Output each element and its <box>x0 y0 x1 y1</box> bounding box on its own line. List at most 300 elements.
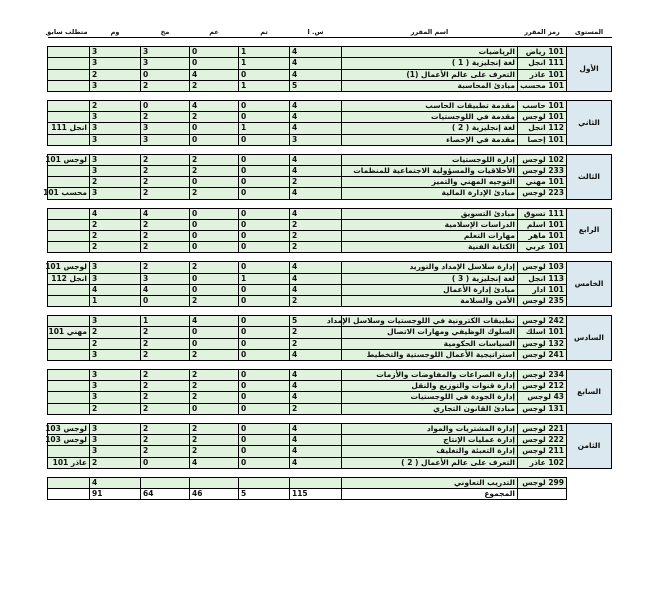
spacer-row <box>48 92 612 101</box>
course-sl: 2 <box>290 296 342 307</box>
course-wm: 3 <box>90 80 141 91</box>
course-am: 4 <box>190 316 239 327</box>
course-tm: 1 <box>239 47 290 58</box>
course-name: لغة إنجليزية ( 2 ) <box>342 123 518 134</box>
course-row <box>48 47 612 58</box>
course-mh: 2 <box>141 392 190 403</box>
course-mh: 3 <box>141 47 190 58</box>
course-row <box>48 435 612 446</box>
course-prereq <box>48 446 90 457</box>
course-sl: 4 <box>290 435 342 446</box>
course-tm: 0 <box>239 392 290 403</box>
course-code: 111 انجل <box>518 58 567 69</box>
course-code: 113 انجل <box>518 273 567 284</box>
spacer-row <box>48 145 612 154</box>
course-code: 101 ماهر <box>518 231 567 242</box>
course-name: مبادئ القانون التجاري <box>342 403 518 414</box>
course-row <box>48 123 612 134</box>
course-mh: 2 <box>141 80 190 91</box>
course-code: 234 لوجس <box>518 370 567 381</box>
course-sl: 4 <box>290 381 342 392</box>
course-name: السلوك الوظيفي ومهارات الاتصال <box>342 327 518 338</box>
totals-level-blank <box>567 488 612 499</box>
course-sl: 2 <box>290 403 342 414</box>
header-code: رمز المقرر <box>518 27 567 38</box>
course-tm: 0 <box>239 154 290 165</box>
course-code: 211 لوجس <box>518 446 567 457</box>
course-sl: 4 <box>290 101 342 112</box>
course-prereq <box>48 403 90 414</box>
course-code: 101 اسلك <box>518 327 567 338</box>
course-row <box>48 457 612 468</box>
course-sl: 4 <box>290 457 342 468</box>
course-wm: 3 <box>90 58 141 69</box>
course-mh: 1 <box>141 316 190 327</box>
course-am: 2 <box>190 296 239 307</box>
course-wm: 3 <box>90 47 141 58</box>
course-am: 2 <box>190 423 239 434</box>
course-name: مبادئ المحاسبة <box>342 80 518 91</box>
course-am: 2 <box>190 262 239 273</box>
course-tm: 0 <box>239 262 290 273</box>
course-name: التعرف على عالم الأعمال ( 2 ) <box>342 457 518 468</box>
course-wm: 1 <box>90 296 141 307</box>
course-prereq <box>48 58 90 69</box>
course-row <box>48 231 612 242</box>
course-row <box>48 80 612 91</box>
course-code: 101 محسب <box>518 80 567 91</box>
coop-name: التدريب التعاوني <box>342 477 518 488</box>
course-sl: 4 <box>290 423 342 434</box>
course-wm: 3 <box>90 154 141 165</box>
spacer <box>48 38 612 47</box>
course-row <box>48 112 612 123</box>
course-am: 0 <box>190 338 239 349</box>
spacer <box>48 145 612 154</box>
course-wm: 2 <box>90 69 141 80</box>
course-code: 101 اسلم <box>518 219 567 230</box>
course-wm: 3 <box>90 134 141 145</box>
course-wm: 2 <box>90 101 141 112</box>
course-row <box>48 423 612 434</box>
course-sl: 4 <box>290 123 342 134</box>
course-name: إدارة الجودة في اللوجستيات <box>342 392 518 403</box>
course-prereq: لوجس 103 <box>48 435 90 446</box>
course-name: السياسات الحكومية <box>342 338 518 349</box>
coop-tm <box>239 477 290 488</box>
course-wm: 2 <box>90 219 141 230</box>
course-name: إدارة سلاسل الإمداد والتوريد <box>342 262 518 273</box>
course-prereq <box>48 316 90 327</box>
course-wm: 3 <box>90 435 141 446</box>
course-mh: 2 <box>141 349 190 360</box>
course-wm: 3 <box>90 446 141 457</box>
spacer <box>48 253 612 262</box>
course-name: الأخلاقيات والمسؤولية الاجتماعية للمنظمات <box>342 166 518 177</box>
course-am: 2 <box>190 392 239 403</box>
course-prereq <box>48 80 90 91</box>
course-sl: 4 <box>290 208 342 219</box>
course-row <box>48 446 612 457</box>
course-name: الرياضيات <box>342 47 518 58</box>
course-row <box>48 284 612 295</box>
course-code: 101 ادار <box>518 284 567 295</box>
course-wm: 4 <box>90 208 141 219</box>
course-am: 0 <box>190 273 239 284</box>
header-tm: تم <box>239 27 290 38</box>
course-am: 2 <box>190 349 239 360</box>
course-row <box>48 262 612 273</box>
spacer-row <box>48 361 612 370</box>
course-mh: 2 <box>141 370 190 381</box>
course-am: 2 <box>190 112 239 123</box>
spacer <box>48 92 612 101</box>
course-row <box>48 242 612 253</box>
course-tm: 0 <box>239 349 290 360</box>
course-mh: 2 <box>141 242 190 253</box>
course-sl: 4 <box>290 262 342 273</box>
course-prereq <box>48 381 90 392</box>
course-mh: 0 <box>141 296 190 307</box>
course-tm: 0 <box>239 370 290 381</box>
course-wm: 2 <box>90 403 141 414</box>
spacer-row <box>48 307 612 316</box>
course-name: الكتابة الفنية <box>342 242 518 253</box>
course-wm: 3 <box>90 316 141 327</box>
course-prereq <box>48 47 90 58</box>
course-prereq <box>48 349 90 360</box>
course-mh: 2 <box>141 423 190 434</box>
level-name: السابع <box>567 370 612 415</box>
course-am: 2 <box>190 166 239 177</box>
header-name: اسم المقرر <box>342 27 518 38</box>
coop-code: 299 لوجس <box>518 477 567 488</box>
totals-code-blank <box>518 488 567 499</box>
course-tm: 0 <box>239 112 290 123</box>
course-am: 0 <box>190 403 239 414</box>
level-name: الرابع <box>567 208 612 253</box>
course-am: 2 <box>190 370 239 381</box>
course-am: 2 <box>190 80 239 91</box>
total-wm: 91 <box>90 488 141 499</box>
course-sl: 4 <box>290 69 342 80</box>
course-sl: 2 <box>290 327 342 338</box>
totals-row <box>48 488 612 499</box>
course-row <box>48 338 612 349</box>
course-name: إدارة عمليات الإنتاج <box>342 435 518 446</box>
course-wm: 2 <box>90 231 141 242</box>
course-code: 101 عاذر <box>518 69 567 80</box>
course-mh: 2 <box>141 446 190 457</box>
course-mh: 2 <box>141 327 190 338</box>
coop-mh <box>141 477 190 488</box>
course-tm: 0 <box>239 219 290 230</box>
course-row <box>48 219 612 230</box>
course-sl: 4 <box>290 370 342 381</box>
course-sl: 5 <box>290 80 342 91</box>
course-prereq <box>48 69 90 80</box>
course-code: 101 لوجس <box>518 112 567 123</box>
course-sl: 3 <box>290 134 342 145</box>
course-mh: 3 <box>141 134 190 145</box>
course-tm: 0 <box>239 435 290 446</box>
spacer-row <box>48 414 612 423</box>
study-plan-table <box>43 27 612 500</box>
course-am: 4 <box>190 457 239 468</box>
course-mh: 0 <box>141 101 190 112</box>
course-mh: 3 <box>141 58 190 69</box>
level-name: الثاني <box>567 101 612 146</box>
coop-am <box>190 477 239 488</box>
course-row <box>48 58 612 69</box>
spacer <box>48 307 612 316</box>
course-wm: 2 <box>90 327 141 338</box>
course-tm: 0 <box>239 296 290 307</box>
level-name: الثامن <box>567 423 612 468</box>
study-plan <box>43 27 612 500</box>
course-sl: 2 <box>290 219 342 230</box>
course-mh: 2 <box>141 154 190 165</box>
course-mh: 3 <box>141 123 190 134</box>
course-am: 0 <box>190 327 239 338</box>
total-sl: 115 <box>290 488 342 499</box>
course-name: مقدمة في الإحصاء <box>342 134 518 145</box>
course-name: مقدمة تطبيقات الحاسب <box>342 101 518 112</box>
course-code: 102 لوجس <box>518 154 567 165</box>
course-mh: 0 <box>141 69 190 80</box>
course-row <box>48 392 612 403</box>
spacer <box>48 199 612 208</box>
course-mh: 2 <box>141 188 190 199</box>
course-tm: 0 <box>239 446 290 457</box>
course-code: 212 لوجس <box>518 381 567 392</box>
course-code: 241 لوجس <box>518 349 567 360</box>
spacer-row <box>48 38 612 47</box>
course-am: 2 <box>190 154 239 165</box>
course-mh: 2 <box>141 338 190 349</box>
course-prereq: لوجس 103 <box>48 423 90 434</box>
course-row <box>48 403 612 414</box>
course-mh: 2 <box>141 219 190 230</box>
course-wm: 3 <box>90 349 141 360</box>
course-name: إدارة قنوات والتوزيع والنقل <box>342 381 518 392</box>
course-prereq <box>48 370 90 381</box>
coop-prereq <box>48 477 90 488</box>
course-prereq <box>48 134 90 145</box>
course-code: 43 لوجس <box>518 392 567 403</box>
course-tm: 0 <box>239 208 290 219</box>
totals-label: المجموع <box>342 488 518 499</box>
course-wm: 3 <box>90 381 141 392</box>
spacer <box>48 361 612 370</box>
total-mh: 64 <box>141 488 190 499</box>
course-code: 101 عربي <box>518 242 567 253</box>
level-name: الثالث <box>567 154 612 199</box>
total-am: 46 <box>190 488 239 499</box>
header-prereq: متطلب سابق <box>45 28 88 36</box>
course-prereq: لوجس 101 <box>48 154 90 165</box>
course-sl: 4 <box>290 284 342 295</box>
course-am: 4 <box>190 101 239 112</box>
course-name: إدارة الصراعات والمفاوضات والأزمات <box>342 370 518 381</box>
course-code: 222 لوجس <box>518 435 567 446</box>
spacer-row <box>48 253 612 262</box>
course-prereq <box>48 166 90 177</box>
course-sl: 4 <box>290 273 342 284</box>
course-wm: 2 <box>90 242 141 253</box>
course-sl: 4 <box>290 112 342 123</box>
course-mh: 2 <box>141 403 190 414</box>
course-am: 2 <box>190 446 239 457</box>
course-mh: 2 <box>141 177 190 188</box>
course-prereq <box>48 219 90 230</box>
spacer-row <box>48 199 612 208</box>
course-prereq <box>48 231 90 242</box>
course-am: 4 <box>190 69 239 80</box>
course-code: 101 حاسب <box>518 101 567 112</box>
course-wm: 3 <box>90 273 141 284</box>
course-wm: 3 <box>90 370 141 381</box>
level-name: السادس <box>567 316 612 361</box>
course-mh: 2 <box>141 262 190 273</box>
course-name: لغة إنجليزية ( 3 ) <box>342 273 518 284</box>
course-wm: 3 <box>90 262 141 273</box>
course-sl: 4 <box>290 166 342 177</box>
header-mh: مخ <box>141 27 190 38</box>
course-am: 0 <box>190 219 239 230</box>
course-sl: 4 <box>290 188 342 199</box>
header-sl: س. ا <box>290 27 342 38</box>
course-name: التعرف على عالم الأعمال (1) <box>342 69 518 80</box>
course-name: مبادئ التسويق <box>342 208 518 219</box>
course-row <box>48 69 612 80</box>
course-tm: 0 <box>239 231 290 242</box>
course-sl: 2 <box>290 177 342 188</box>
course-mh: 2 <box>141 166 190 177</box>
course-tm: 0 <box>239 457 290 468</box>
course-sl: 4 <box>290 446 342 457</box>
course-row <box>48 134 612 145</box>
total-tm: 5 <box>239 488 290 499</box>
course-name: إدارة التعبئة والتغليف <box>342 446 518 457</box>
course-sl: 4 <box>290 47 342 58</box>
course-prereq: عاذر 101 <box>48 457 90 468</box>
course-wm: 3 <box>90 123 141 134</box>
course-wm: 2 <box>90 457 141 468</box>
header-wm: وم <box>90 27 141 38</box>
course-code: 223 لوجس <box>518 188 567 199</box>
coop-level-blank <box>567 477 612 488</box>
course-am: 0 <box>190 123 239 134</box>
course-prereq <box>48 101 90 112</box>
course-tm: 0 <box>239 69 290 80</box>
course-wm: 3 <box>90 392 141 403</box>
course-sl: 4 <box>290 58 342 69</box>
course-prereq <box>48 392 90 403</box>
course-prereq <box>48 338 90 349</box>
level-name: الأول <box>567 47 612 92</box>
course-am: 2 <box>190 188 239 199</box>
course-row <box>48 296 612 307</box>
course-am: 0 <box>190 284 239 295</box>
course-wm: 3 <box>90 423 141 434</box>
course-prereq <box>48 296 90 307</box>
course-prereq: انجل 112 <box>48 273 90 284</box>
course-name: لغة إنجليزية ( 1 ) <box>342 58 518 69</box>
course-prereq <box>48 177 90 188</box>
course-am: 0 <box>190 58 239 69</box>
level-name: الخامس <box>567 262 612 307</box>
course-tm: 1 <box>239 123 290 134</box>
course-name: مبادئ الإدارة المالية <box>342 188 518 199</box>
course-wm: 2 <box>90 177 141 188</box>
course-am: 0 <box>190 242 239 253</box>
course-mh: 2 <box>141 381 190 392</box>
course-am: 0 <box>190 134 239 145</box>
course-name: مهارات التعلم <box>342 231 518 242</box>
course-name: التوجيه المهني والتميز <box>342 177 518 188</box>
course-code: 233 لوجس <box>518 166 567 177</box>
course-code: 242 لوجس <box>518 316 567 327</box>
course-prereq: لوجس 101 <box>48 262 90 273</box>
course-am: 0 <box>190 208 239 219</box>
course-sl: 2 <box>290 242 342 253</box>
course-prereq: محسب 101 <box>48 188 90 199</box>
course-prereq <box>48 242 90 253</box>
total-prereq-blank <box>48 488 90 499</box>
course-row <box>48 166 612 177</box>
course-sl: 2 <box>290 231 342 242</box>
course-name: الدراسات الإسلامية <box>342 219 518 230</box>
course-name: استراتيجية الأعمال اللوجستية والتخطيط <box>342 349 518 360</box>
course-code: 131 لوجس <box>518 403 567 414</box>
course-tm: 0 <box>239 284 290 295</box>
course-code: 101 رياض <box>518 47 567 58</box>
course-prereq <box>48 284 90 295</box>
course-tm: 0 <box>239 177 290 188</box>
course-am: 0 <box>190 47 239 58</box>
spacer <box>48 468 612 477</box>
course-tm: 0 <box>239 316 290 327</box>
course-am: 2 <box>190 435 239 446</box>
header-level: المستوى <box>567 27 612 38</box>
course-tm: 0 <box>239 403 290 414</box>
course-tm: 1 <box>239 58 290 69</box>
course-name: الأمن والسلامة <box>342 296 518 307</box>
course-row <box>48 316 612 327</box>
course-mh: 3 <box>141 273 190 284</box>
course-sl: 4 <box>290 392 342 403</box>
coop-sl <box>290 477 342 488</box>
course-code: 111 تسوق <box>518 208 567 219</box>
course-mh: 2 <box>141 231 190 242</box>
course-tm: 0 <box>239 242 290 253</box>
course-wm: 2 <box>90 338 141 349</box>
course-row <box>48 188 612 199</box>
course-sl: 4 <box>290 349 342 360</box>
course-name: مبادئ إدارة الأعمال <box>342 284 518 295</box>
spacer <box>48 414 612 423</box>
course-mh: 0 <box>141 457 190 468</box>
course-sl: 4 <box>290 154 342 165</box>
course-code: 221 لوجس <box>518 423 567 434</box>
spacer-row <box>48 468 612 477</box>
course-row <box>48 208 612 219</box>
course-tm: 0 <box>239 381 290 392</box>
course-mh: 2 <box>141 112 190 123</box>
course-sl: 2 <box>290 338 342 349</box>
course-name: مقدمة في اللوجستيات <box>342 112 518 123</box>
